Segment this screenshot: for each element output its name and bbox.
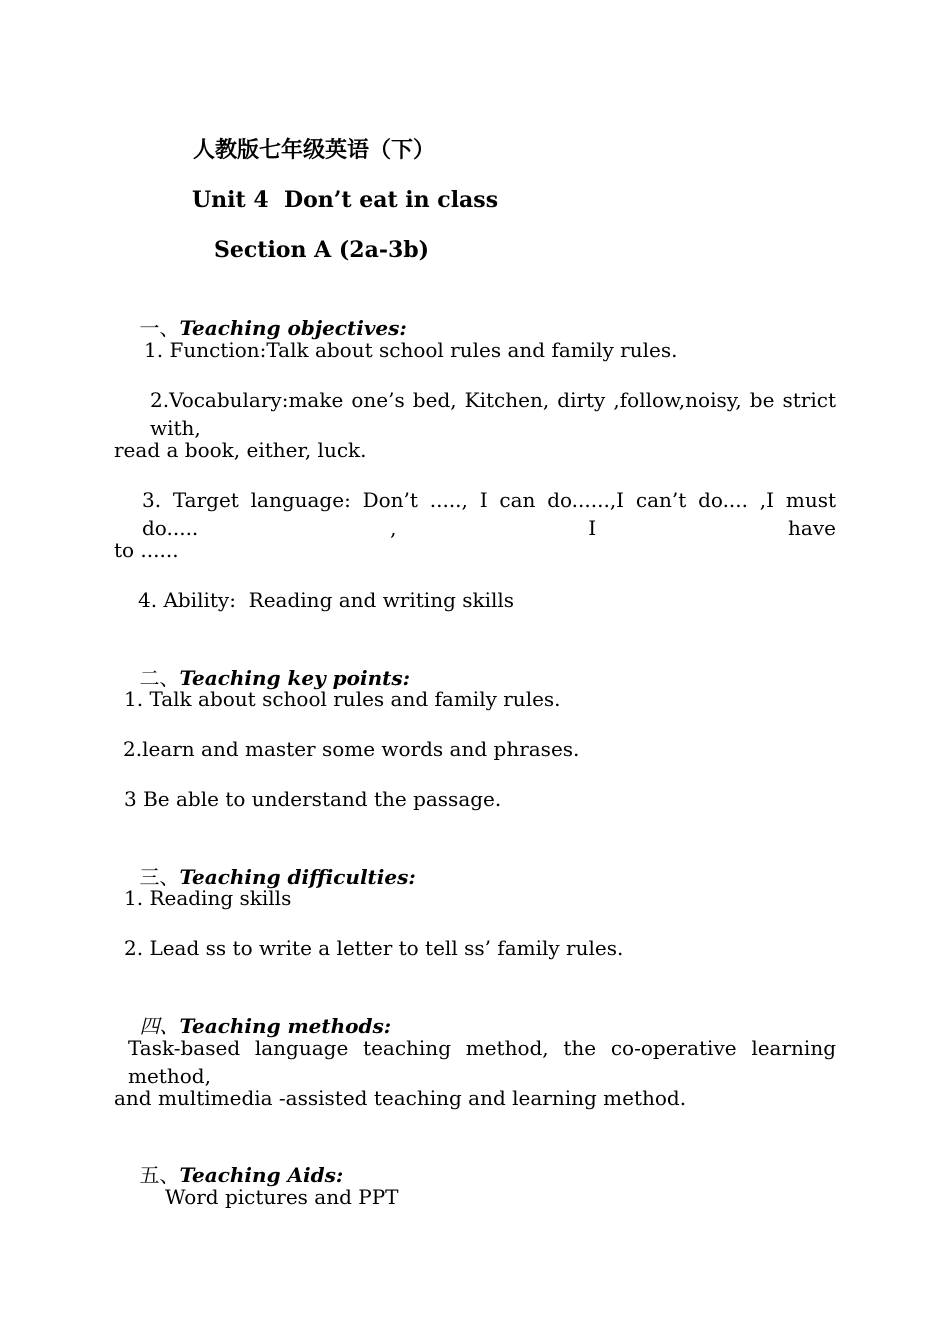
key-point-item-3: 3 Be able to understand the passage. (124, 787, 502, 811)
difficulties-heading-label: Teaching difficulties: (179, 865, 416, 889)
methods-heading-number: 四、 (139, 1014, 180, 1038)
objectives-heading-number: 一、 (139, 316, 180, 340)
unit-title: Unit 4 Don’t eat in class (192, 187, 499, 213)
difficulty-item-2: 2. Lead ss to write a letter to tell ss’ family rules. (124, 936, 624, 960)
aids-item-1: Word pictures and PPT (165, 1185, 399, 1209)
section-title: Section A (2a-3b) (214, 237, 430, 263)
methods-line-2: and multimedia -assisted teaching and learning method. (114, 1086, 687, 1110)
objective-item-3-line-2: to ...... (114, 538, 179, 562)
objectives-heading-label: Teaching objectives: (179, 316, 407, 340)
key-point-item-1: 1. Talk about school rules and family rules. (124, 687, 561, 711)
aids-heading-label: Teaching Aids: (179, 1163, 344, 1187)
key-points-heading-label: Teaching key points: (179, 666, 411, 690)
methods-heading-label: Teaching methods: (179, 1014, 392, 1038)
objective-item-2-line-2: read a book, either, luck. (114, 438, 367, 462)
chinese-title: 人教版七年级英语（下） (193, 137, 436, 163)
methods-line-1: Task-based language teaching method, the co-operative learning method, (128, 1036, 836, 1088)
objective-item-1: 1. Function:Talk about school rules and family rules. (144, 338, 678, 362)
key-points-heading-number: 二、 (139, 666, 180, 690)
difficulties-heading-number: 三、 (139, 865, 180, 889)
key-point-item-2: 2.learn and master some words and phrases. (123, 737, 580, 761)
difficulty-item-1: 1. Reading skills (124, 886, 292, 910)
objective-item-3-line-1: 3. Target language: Don’t ....., I can do......,I can’t do.... ,I must do..... , I have (142, 488, 836, 540)
objective-item-4: 4. Ability: Reading and writing skills (138, 588, 515, 612)
aids-heading-number: 五、 (139, 1163, 180, 1187)
objective-item-2-line-1: 2.Vocabulary:make one’s bed, Kitchen, dirty ,follow,noisy, be strict with, (150, 388, 836, 440)
